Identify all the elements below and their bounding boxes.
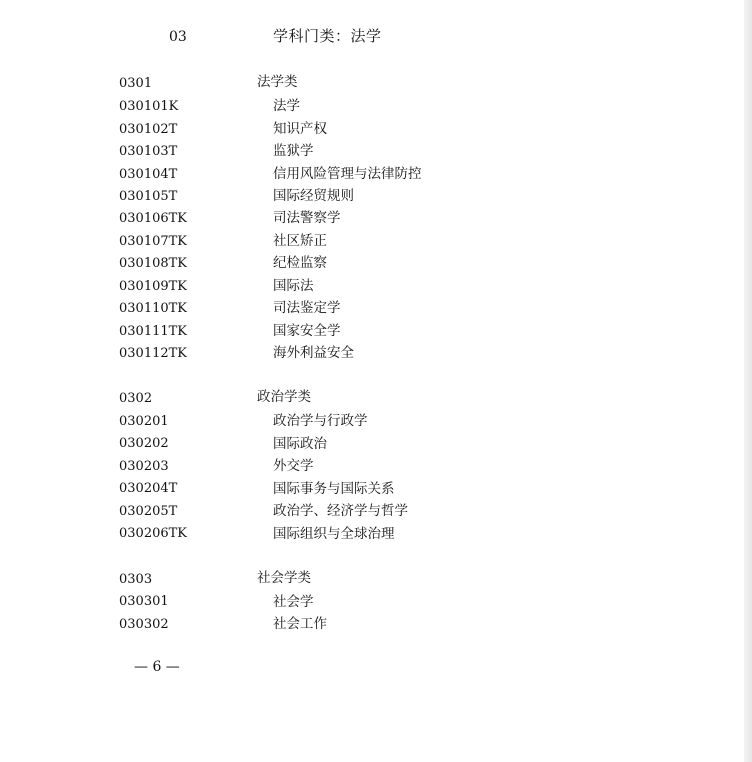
major-name: 海外利益安全	[273, 345, 354, 361]
major-name: 国际政治	[273, 436, 327, 452]
major-code: 030202	[119, 436, 169, 451]
major-name: 国际经贸规则	[273, 188, 354, 204]
major-code: 030103T	[119, 144, 178, 159]
major-code: 030102T	[119, 122, 178, 137]
major-name: 监狱学	[273, 143, 314, 159]
section-name: 法学类	[257, 74, 298, 90]
major-name: 知识产权	[273, 121, 327, 137]
major-code: 030101K	[119, 99, 179, 114]
major-code: 030203	[119, 459, 169, 474]
page-edge-shadow	[744, 0, 752, 762]
major-name: 司法鉴定学	[273, 300, 341, 316]
major-code: 030111TK	[119, 324, 188, 339]
major-name: 国家安全学	[273, 323, 341, 339]
major-code: 030107TK	[119, 234, 188, 249]
major-code: 030205T	[119, 504, 178, 519]
major-name: 国际事务与国际关系	[273, 481, 395, 497]
major-code: 030301	[119, 594, 169, 609]
major-code: 030201	[119, 414, 169, 429]
major-name: 外交学	[273, 458, 314, 474]
major-code: 030108TK	[119, 256, 188, 271]
major-code: 030105T	[119, 189, 178, 204]
section-name: 政治学类	[257, 389, 311, 405]
major-code: 030110TK	[119, 301, 188, 316]
major-name: 社会学	[273, 594, 314, 610]
category-code: 03	[169, 29, 187, 45]
major-code: 030106TK	[119, 211, 188, 226]
major-name: 国际组织与全球治理	[273, 526, 395, 542]
page-number: — 6 —	[134, 659, 180, 675]
section-name: 社会学类	[257, 570, 311, 586]
major-name: 法学	[273, 98, 300, 114]
major-code: 030104T	[119, 167, 178, 182]
major-name: 社会工作	[273, 616, 327, 632]
major-name: 纪检监察	[273, 255, 327, 271]
major-name: 国际法	[273, 278, 314, 294]
major-code: 030109TK	[119, 279, 188, 294]
major-code: 030206TK	[119, 526, 188, 541]
major-name: 政治学与行政学	[273, 413, 368, 429]
section-code: 0302	[119, 391, 153, 406]
major-name: 社区矫正	[273, 233, 327, 249]
major-code: 030204T	[119, 481, 178, 496]
major-name: 司法警察学	[273, 210, 341, 226]
major-name: 政治学、经济学与哲学	[273, 503, 408, 519]
section-code: 0303	[119, 572, 153, 587]
category-title: 学科门类：法学	[273, 27, 382, 45]
major-code: 030112TK	[119, 346, 188, 361]
major-code: 030302	[119, 617, 169, 632]
section-code: 0301	[119, 76, 153, 91]
major-name: 信用风险管理与法律防控	[273, 166, 422, 182]
